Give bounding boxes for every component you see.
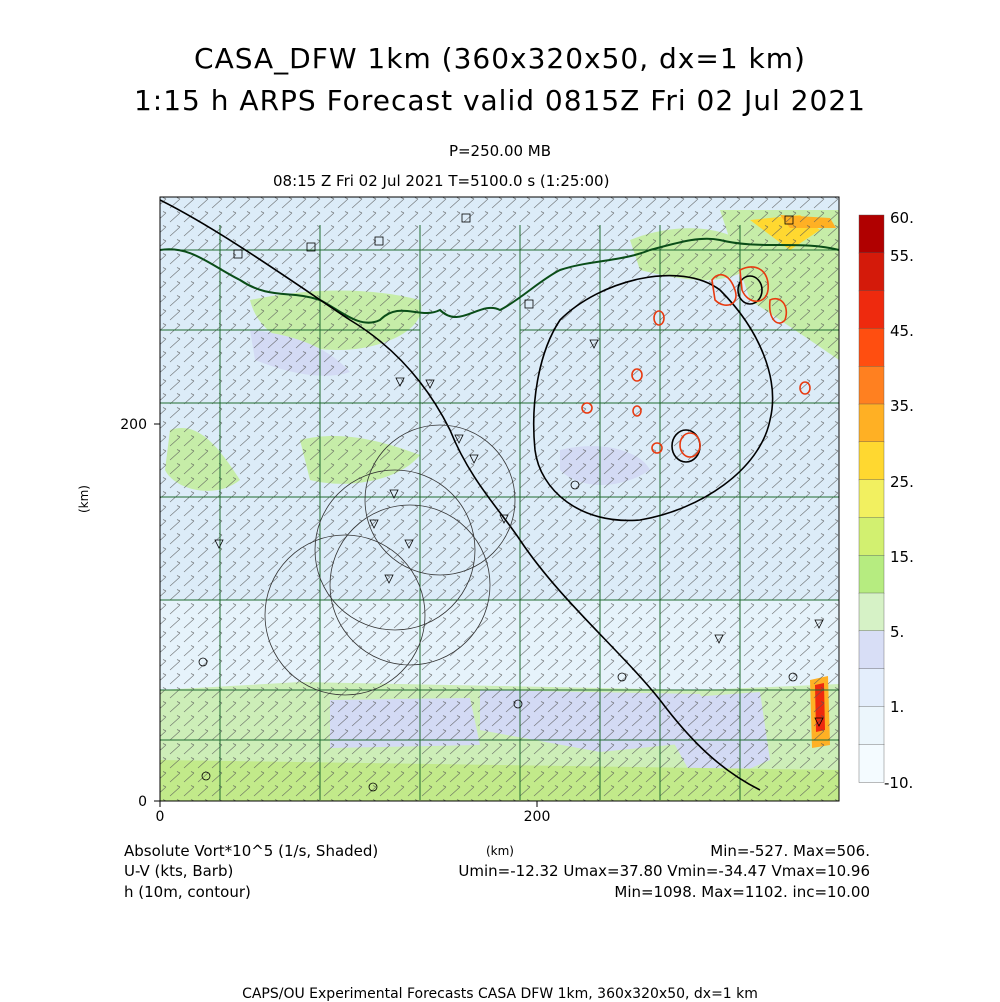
colorbar-swatch (859, 517, 884, 555)
colorbar-swatch (859, 291, 884, 329)
colorbar-swatch (859, 593, 884, 631)
legend-field-3-stats: Min=1098. Max=1102. inc=10.00 (614, 883, 870, 901)
legend-field-1: Absolute Vort*10^5 (1/s, Shaded) (124, 842, 379, 860)
colorbar-swatch (859, 669, 884, 707)
colorbar-swatch (859, 366, 884, 404)
colorbar-label: 35. (890, 397, 914, 415)
colorbar-label: 45. (890, 322, 914, 340)
x-tick-label: 200 (523, 809, 551, 825)
colorbar-labels (884, 209, 914, 792)
y-tick-label: 0 (138, 794, 147, 810)
x-tick-label: 0 (155, 809, 165, 825)
wind-barbs (160, 197, 839, 801)
colorbar (859, 215, 884, 783)
colorbar-swatch (859, 328, 884, 366)
colorbar-swatch (859, 631, 884, 669)
y-axis-label: (km) (77, 484, 91, 514)
colorbar-label: 15. (890, 548, 914, 566)
pressure-level: P=250.00 MB (448, 142, 552, 160)
colorbar-swatch (859, 744, 884, 782)
title-line-2: 1:15 h ARPS Forecast valid 0815Z Fri 02 Jul 2021 (133, 84, 866, 117)
legend-field-2-stats: Umin=-12.32 Umax=37.80 Vmin=-34.47 Vmax=10.96 (458, 862, 870, 880)
colorbar-swatch (859, 404, 884, 442)
x-axis-label: (km) (485, 844, 515, 858)
legend-field-2: U-V (kts, Barb) (124, 862, 234, 880)
colorbar-label: 25. (890, 473, 914, 491)
colorbar-label: -10. (884, 774, 914, 792)
legend-field-1-stats: Min=-527. Max=506. (710, 842, 870, 860)
valid-time: 08:15 Z Fri 02 Jul 2021 T=5100.0 s (1:25:00) (273, 172, 610, 190)
colorbar-label: 55. (890, 247, 914, 265)
colorbar-label: 60. (890, 209, 914, 227)
colorbar-swatch (859, 706, 884, 744)
title-line-1: CASA_DFW 1km (360x320x50, dx=1 km) (194, 42, 806, 75)
legend-field-3: h (10m, contour) (124, 883, 251, 901)
colorbar-swatch (859, 215, 884, 253)
colorbar-label: 1. (890, 698, 905, 716)
y-tick-label: 200 (120, 417, 147, 433)
colorbar-swatch (859, 253, 884, 291)
colorbar-label: 5. (890, 623, 905, 641)
colorbar-swatch (859, 480, 884, 518)
colorbar-swatch (859, 442, 884, 480)
footer-credit: CAPS/OU Experimental Forecasts CASA DFW 1km, 360x320x50, dx=1 km (242, 986, 758, 1002)
colorbar-swatch (859, 555, 884, 593)
